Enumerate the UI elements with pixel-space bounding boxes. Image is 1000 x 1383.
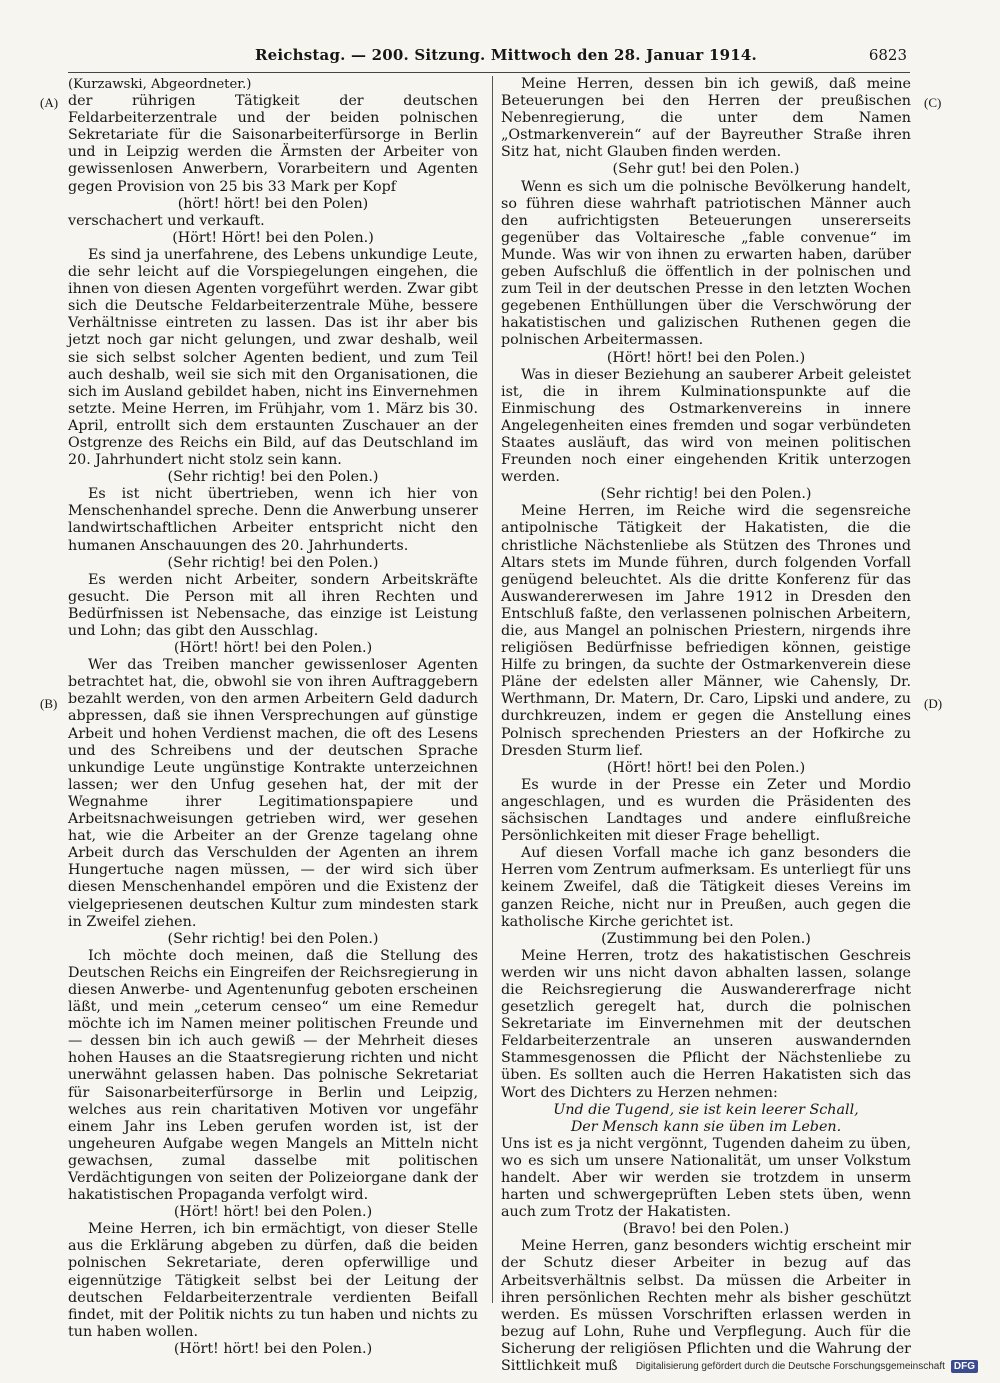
funding-credit: Digitalisierung gefördert durch die Deutsche Forschungsgemeinschaft <box>635 1361 945 1372</box>
paragraph: Meine Herren, im Reiche wird die segensreiche antipolnische Tätigkeit der Hakatisten, die die christliche Nächstenliebe als Stützen des Thrones und Altars stets im Munde führen, durch folgenden Vorfall genügend beleuchtet. Als die dritte Konferenz für das Auswandererwesen im Jahre 1912 in Dresden den Entschluß faßte, den verlassenen polnischen Arbeitern, die, aus Mangel an polnischen Priestern, nirgends ihre religiösen Bedürfnisse befriedigen können, geistige Hilfe zu bringen, da suchte der Ostmarkenverein diese Pläne der edelsten aller Männer, wie Cahensly, Dr. Werthmann, Dr. Matern, Dr. Caro, Lipski und andere, zu durchkreuzen, indem er gegen die Anstellung eines Polnisch sprechenden Priesters an der Hofkirche zu Dresden Sturm lief. <box>501 503 911 759</box>
interjection: (Hört! Hört! bei den Polen.) <box>172 229 374 246</box>
paragraph: Es sind ja unerfahrene, des Lebens unkundige Leute, die sehr leicht auf die Vorspiegelungen eingehen, die ihnen von diesen Agenten vorgeführt werden. Zwar gibt sich die Deutsche Feldarbeiterzentrale Mühe, bessere Verhältnisse eintreten zu lassen. Das ist ihr aber bis jetzt noch gar nicht gelungen, und zwar deshalb, weil sie sich selbst solcher Agenten bedient, und zum Teil auch deshalb, weil sie sich mit den Organisationen, die sich im Ausland gebildet haben, nicht ins Einvernehmen setzte. Meine Herren, im Frühjahr, vom 1. März bis 30. April, entrollt sich dem erstaunten Zuschauer an der Ostgrenze des Reichs ein Bild, auf das Deutschland im 20. Jahrhundert nicht stolz sein kann. <box>68 246 478 469</box>
running-header <box>255 46 907 64</box>
left-column <box>68 76 478 1358</box>
paragraph: Uns ist es ja nicht vergönnt, Tugenden daheim zu üben, wo es sich um unsere Nationalität, um unser Volkstum handelt. Aber wir werden sie trotzdem in unserm harten und schwergeprüften Leben stets üben, wenn auch zum Trotz der Hakatisten. <box>501 1135 911 1221</box>
paragraph: der rührigen Tätigkeit der deutschen Feldarbeiterzentrale und der beiden polnischen Sekretariate für die Saisonarbeiterfürsorge in Berlin und in Leipzig werden die Ärmsten der Arbeiter von gewissenlosen Anwerbern, Vorarbeitern und Agenten gegen Provision von 25 bis 33 Mark per Kopf <box>68 93 478 195</box>
paragraph: Meine Herren, ganz besonders wichtig erscheint mir der Schutz dieser Arbeiter in bezug auf das Arbeitsverhältnis selbst. Da müssen die Arbeiter in ihren persönlichen Rechten mehr als bisher geschützt werden. Es müssen Vorschriften erlassen werden in bezug auf Lohn, Ruhe und Verpflegung. Auch für die Sicherung der religiösen Pflichten und die Wahrung der Sittlichkeit muß <box>501 1238 911 1375</box>
digitization-footer <box>636 1360 978 1373</box>
header-title: Reichstag. — 200. Sitzung. Mittwoch den 28. Januar 1914. <box>255 46 757 64</box>
paragraph: Es werden nicht Arbeiter, sondern Arbeitskräfte gesucht. Die Person mit all ihren Rechten und Bedürfnissen ist Nebensache, das einzige ist Leistung und Lohn; das gibt den Ausschlag. <box>68 571 478 639</box>
margin-mark-a: (A) <box>40 95 59 110</box>
margin-mark-b: (B) <box>40 696 58 711</box>
interjection: (Sehr richtig! bei den Polen.) <box>167 930 379 947</box>
paragraph: Meine Herren, ich bin ermächtigt, von dieser Stelle aus die Erklärung abgeben zu dürfen, daß die beiden polnischen Sekretariate, deren opferwillige und eigennützige Tätigkeit selbst bei der Leitung der deutschen Feldarbeiterzentrale verdienten Beifall findet, mit der Politik nichts zu tun haben und nichts zu tun haben wollen. <box>68 1221 478 1340</box>
paragraph: Was in dieser Beziehung an sauberer Arbeit geleistet ist, die in ihrem Kulminationspunkte auf die Einmischung des Ostmarkenvereins in innere Angelegenheiten eines fremden und sogar verbündeten Staates ausläuft, das wird von meinen politischen Freunden noch einer eingehenden Kritik unterzogen werden. <box>501 366 911 486</box>
interjection: (Sehr richtig! bei den Polen.) <box>600 486 812 503</box>
paragraph: Wer das Treiben mancher gewissenloser Agenten betrachtet hat, die, obwohl sie von ihren Auftraggebern bezahlt werden, von den armen Arbeitern Geld dadurch abpressen, daß sie ihnen Versprechungen auf günstige Arbeit und hohen Verdienst machen, die oft des Lesens und des Schreibens und der deutschen Sprache unkundige Leute ungünstige Kontrakte unterzeichnen lassen; wer den Unfug gesehen hat, der mit der Wegnahme ihrer Legitimationspapiere und Arbeitsnachweisungen getrieben wird, wer gesehen hat, wie die Arbeiter an der Grenze tagelang ohne Arbeit durch das Verschulden der Agenten an ihrem Hungertuche nagen müssen, — der wird sich über diesen Menschenhandel empören und die Existenz der vielgepriesenen deutschen Kultur zum mindesten stark in Zweifel ziehen. <box>68 657 478 930</box>
header-rule <box>68 72 910 73</box>
dfg-logo: DFG <box>951 1360 978 1373</box>
interjection: (Hört! hört! bei den Polen.) <box>606 759 806 776</box>
paragraph: Ich möchte doch meinen, daß die Stellung des Deutschen Reichs ein Eingreifen der Reichsregierung in diesen Anwerbe- und Agentenunfug geboten erscheinen läßt, und mein „ceterum censeo“ um eine Remedur möchte ich im Namen meiner politischen Freunde und — dessen bin ich auch gewiß — der Mehrheit dieses hohen Hauses an die Staatsregierung richten und nicht unerwähnt gelassen haben. Das polnische Sekretariat für Saisonarbeiterfürsorge in Berlin und Leipzig, welches aus rein charitativen Motiven vor ungefähr einem Jahr ins Leben gerufen worden ist, ist der ungeheuren Aufgabe wegen Mangels an Mitteln nicht gewachsen, zumal dasselbe mit politischen Verdächtigungen von seiten der Polizeiorgane dank der hakatistischen Propaganda verfolgt wird. <box>68 947 478 1204</box>
interjection: (Hört! hört! bei den Polen.) <box>173 1204 373 1221</box>
margin-mark-c: (C) <box>924 95 942 110</box>
paragraph: Meine Herren, dessen bin ich gewiß, daß meine Beteuerungen bei den Herren der preußischen Nebenregierung, die unter dem Namen „Ostmarkenverein“ auf der Bayreuther Straße ihren Sitz hat, nicht Glauben finden werden. <box>501 76 911 161</box>
paragraph: Es ist nicht übertrieben, wenn ich hier von Menschenhandel spreche. Denn die Anwerbung unserer landwirtschaftlichen Arbeiter entspricht nicht den humanen Anschauungen des 20. Jahrhunderts. <box>68 486 478 554</box>
verse-line: Der Mensch kann sie üben im Leben. <box>570 1118 842 1135</box>
paragraph: Meine Herren, trotz des hakatistischen Geschreis werden wir uns nicht davon abhalten lassen, solange die Reichsregierung die Auswandererfrage nicht gesetzlich geregelt hat, durch die polnischen Sekretariate im Einvernehmen mit der deutschen Feldarbeiterzentrale an unseren auswandernden Stammesgenossen die Pflicht der Nächstenliebe zu üben. Es sollten auch die Herren Hakatisten sich das Wort des Dichters zu Herzen nehmen: <box>501 947 911 1101</box>
right-column <box>501 76 911 1375</box>
interjection: (Hört! hört! bei den Polen.) <box>173 640 373 657</box>
interjection: (Sehr richtig! bei den Polen.) <box>167 554 379 571</box>
paragraph: Auf diesen Vorfall mache ich ganz besonders die Herren vom Zentrum aufmerksam. Es unterliegt für uns keinem Zweifel, daß die Tätigkeit dieses Vereins im ganzen Reiche, nicht nur in Preußen, auch gegen die katholische Kirche gerichtet ist. <box>501 845 911 930</box>
verse-line: Und die Tugend, sie ist kein leerer Schall, <box>553 1101 859 1118</box>
interjection: (hört! hört! bei den Polen) <box>177 195 369 212</box>
interjection: (Hört! hört! bei den Polen.) <box>173 1340 373 1357</box>
paragraph: verschachert und verkauft. <box>68 212 265 229</box>
paragraph: Es wurde in der Presse ein Zeter und Mordio angeschlagen, und es wurden die Präsidenten des sächsischen Landtages und andere einflußreiche Persönlichkeiten mit dieser Frage behelligt. <box>501 776 911 845</box>
column-divider <box>492 76 493 1303</box>
page-number: 6823 <box>868 46 907 64</box>
interjection: (Hört! hört! bei den Polen.) <box>606 349 806 366</box>
interjection: (Sehr gut! bei den Polen.) <box>612 161 800 178</box>
interjection: (Sehr richtig! bei den Polen.) <box>167 469 379 486</box>
margin-mark-d: (D) <box>924 696 943 711</box>
speaker-line: (Kurzawski, Abgeordneter.) <box>68 77 252 92</box>
interjection: (Bravo! bei den Polen.) <box>622 1221 790 1238</box>
interjection: (Zustimmung bei den Polen.) <box>601 930 811 947</box>
paragraph: Wenn es sich um die polnische Bevölkerung handelt, so führen diese wahrhaft patriotischen Männer auch den aufrichtigsten Beteuerungen unsererseits gegenüber das Voltairesche „fable convenue“ im Munde. Was wir von ihnen zu erwarten haben, darüber geben Aufschluß die öffentlich in der polnischen und zum Teil in der deutschen Presse in den letzten Wochen gegebenen Enthüllungen über die Verschwörung der hakatistischen und galizischen Ruthenen gegen die polnischen Arbeitermassen. <box>501 178 911 349</box>
